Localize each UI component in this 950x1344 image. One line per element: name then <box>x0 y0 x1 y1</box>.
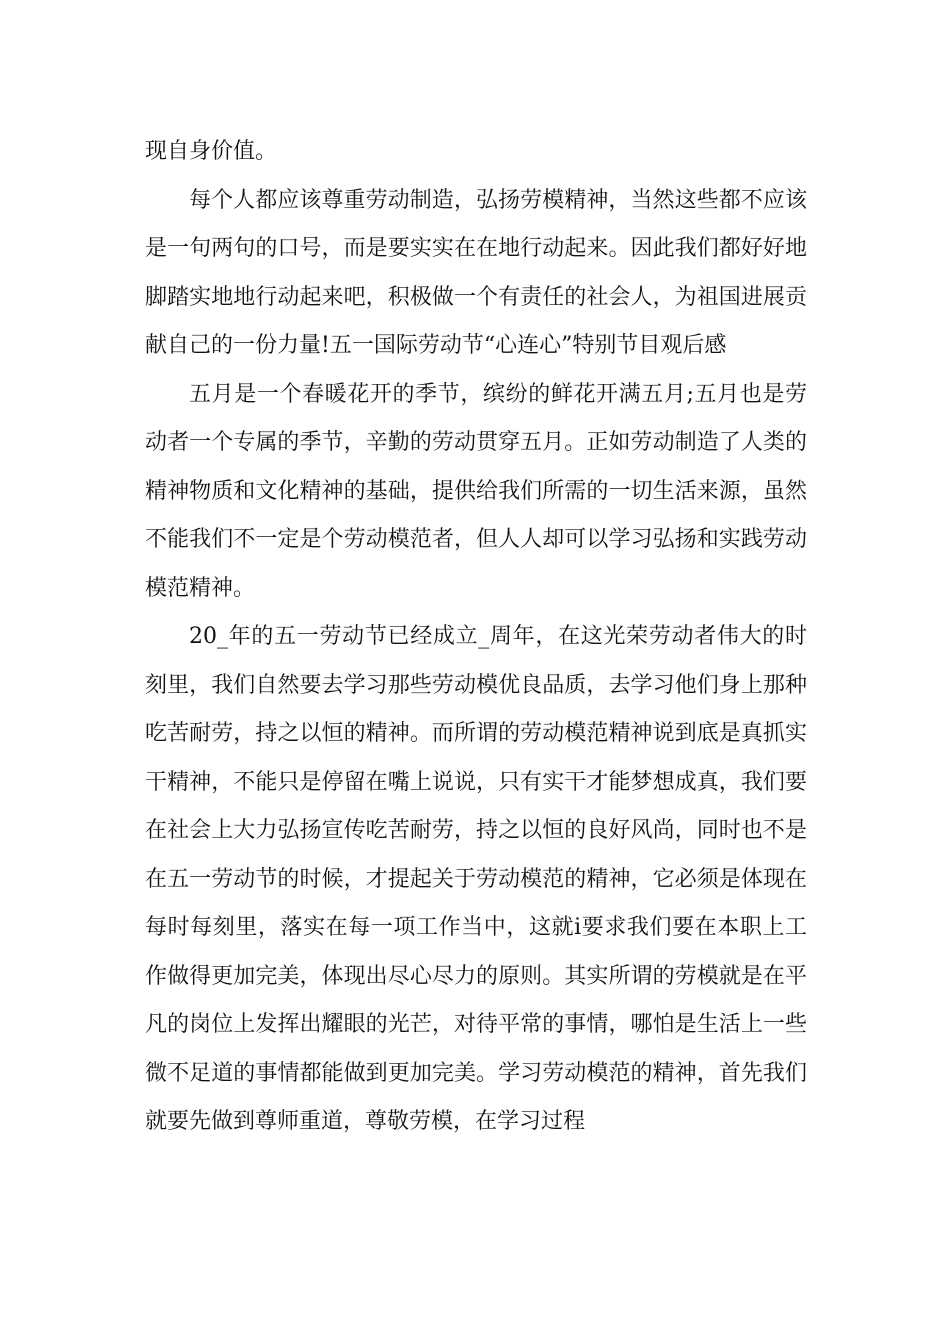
paragraph: 每个人都应该尊重劳动制造，弘扬劳模精神，当然这些都不应该是一句两句的口号，而是要实实在在地行动起来。因此我们都好好地脚踏实地地行动起来吧，积极做一个有责任的社会人，为祖国进展贡献自己的一份力量!五一国际劳动节“心连心”特别节目观后感 <box>145 187 807 358</box>
paragraph: 20_年的五一劳动节已经成立_周年，在这光荣劳动者伟大的时刻里，我们自然要去学习那些劳动模优良品质，去学习他们身上那种吃苦耐劳，持之以恒的精神。而所谓的劳动模范精神说到底是真抓实干精神，不能只是停留在嘴上说说，只有实干才能梦想成真，我们要在社会上大力弘扬宣传吃苦耐劳，持之以恒的良好风尚，同时也不是在五一劳动节的时候，才提起关于劳动模范的精神，它必须是体现在每时每刻里，落实在每一项工作当中，这就i要求我们要在本职上工作做得更加完美，体现出尽心尽力的原则。其实所谓的劳模就是在平凡的岗位上发挥出耀眼的光芒，对待平常的事情，哪怕是生活上一些微不足道的事情都能做到更加完美。学习劳动模范的精神，首先我们就要先做到尊师重道，尊敬劳模，在学习过程 <box>145 624 807 1134</box>
paragraph: 五月是一个春暖花开的季节，缤纷的鲜花开满五月;五月也是劳动者一个专属的季节，辛勤的劳动贯穿五月。正如劳动制造了人类的精神物质和文化精神的基础，提供给我们所需的一切生活来源，虽然不能我们不一定是个劳动模范者，但人人却可以学习弘扬和实践劳动模范精神。 <box>145 381 807 601</box>
paragraph-continuation: 现自身价值。 <box>145 139 278 164</box>
document-body <box>145 128 807 1147</box>
